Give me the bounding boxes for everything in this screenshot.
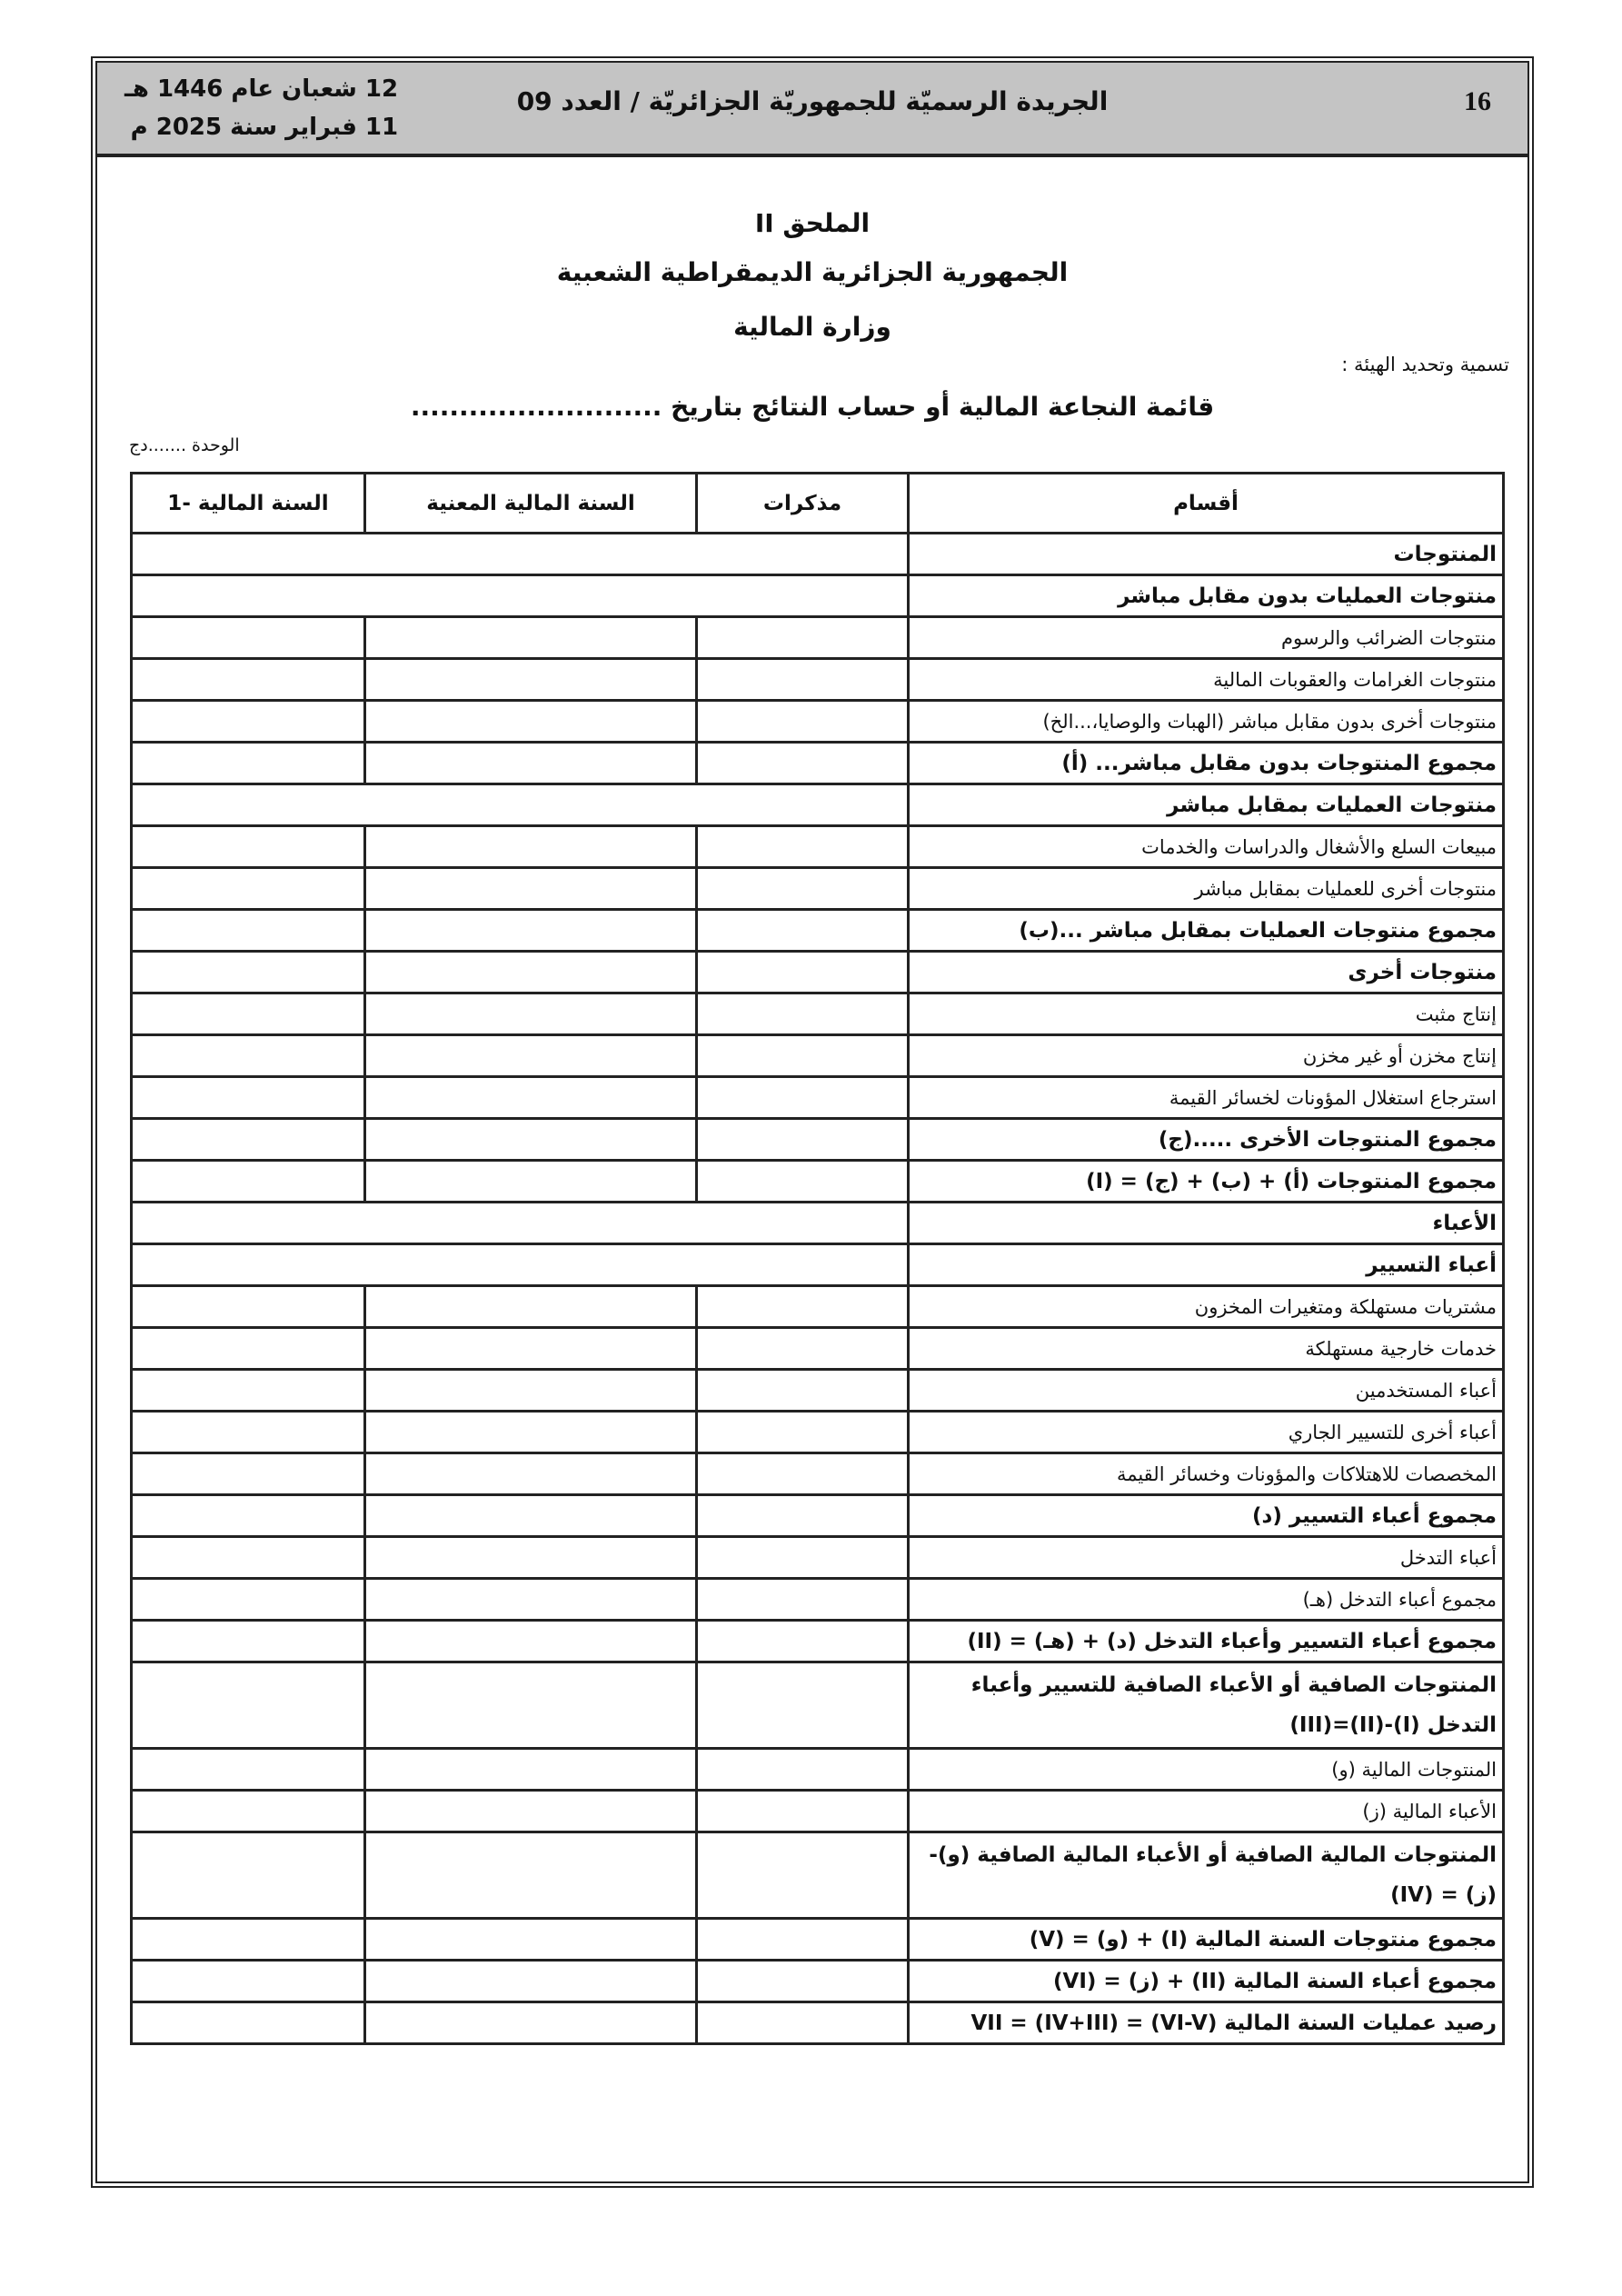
current-year-cell[interactable] xyxy=(365,1495,697,1537)
current-year-cell[interactable] xyxy=(365,659,697,701)
merged-value-cell[interactable] xyxy=(132,784,909,826)
merged-value-cell[interactable] xyxy=(132,534,909,575)
previous-year-cell[interactable] xyxy=(132,1035,365,1077)
table-row xyxy=(132,1537,1504,1579)
table-row xyxy=(132,1662,1504,1749)
table-row xyxy=(132,1621,1504,1662)
current-year-cell[interactable] xyxy=(365,1579,697,1621)
results-table xyxy=(130,472,1505,2045)
notes-cell[interactable] xyxy=(697,2002,909,2044)
previous-year-cell[interactable] xyxy=(132,659,365,701)
table-row xyxy=(132,784,1504,826)
current-year-cell[interactable] xyxy=(365,1621,697,1662)
row-label: مجموع المنتوجات بدون مقابل مباشر... (أ) xyxy=(909,743,1504,784)
column-header-sections: أقسام xyxy=(909,474,1504,534)
previous-year-cell[interactable] xyxy=(132,617,365,659)
notes-cell[interactable] xyxy=(697,1832,909,1919)
previous-year-cell[interactable] xyxy=(132,1161,365,1203)
table-row xyxy=(132,1749,1504,1791)
current-year-cell[interactable] xyxy=(365,1412,697,1453)
gazette-title: الجريدة الرسميّة للجمهوريّة الجزائريّة / العدد 09 xyxy=(516,86,1109,116)
row-label: المنتوجات الصافية أو الأعباء الصافية للتسيير وأعباء التدخل (I)-(II)=(III) xyxy=(909,1662,1504,1749)
previous-year-cell[interactable] xyxy=(132,1370,365,1412)
current-year-cell[interactable] xyxy=(365,617,697,659)
table-row xyxy=(132,2002,1504,2044)
row-label: مجموع أعباء التسيير (د) xyxy=(909,1495,1504,1537)
current-year-cell[interactable] xyxy=(365,743,697,784)
notes-cell[interactable] xyxy=(697,1791,909,1832)
previous-year-cell[interactable] xyxy=(132,993,365,1035)
table-row xyxy=(132,1495,1504,1537)
notes-cell[interactable] xyxy=(697,1579,909,1621)
previous-year-cell[interactable] xyxy=(132,1791,365,1832)
table-row xyxy=(132,1919,1504,1961)
gazette-header xyxy=(97,63,1527,157)
previous-year-cell[interactable] xyxy=(132,1749,365,1791)
current-year-cell[interactable] xyxy=(365,1749,697,1791)
previous-year-cell[interactable] xyxy=(132,952,365,993)
previous-year-cell[interactable] xyxy=(132,1453,365,1495)
current-year-cell[interactable] xyxy=(365,1537,697,1579)
current-year-cell[interactable] xyxy=(365,1961,697,2002)
previous-year-cell[interactable] xyxy=(132,1919,365,1961)
table-row xyxy=(132,617,1504,659)
previous-year-cell[interactable] xyxy=(132,1961,365,2002)
current-year-cell[interactable] xyxy=(365,1035,697,1077)
table-row xyxy=(132,1077,1504,1119)
table-row xyxy=(132,575,1504,617)
table-row xyxy=(132,1328,1504,1370)
issue-date xyxy=(124,70,398,146)
merged-value-cell[interactable] xyxy=(132,1244,909,1286)
row-label: مجموع أعباء السنة المالية (II) + (ز) = (VI) xyxy=(909,1961,1504,2002)
table-row xyxy=(132,1453,1504,1495)
notes-cell[interactable] xyxy=(697,1453,909,1495)
row-label: أعباء التسيير xyxy=(909,1244,1504,1286)
previous-year-cell[interactable] xyxy=(132,701,365,743)
page-frame xyxy=(91,56,1534,2188)
table-row xyxy=(132,1161,1504,1203)
current-year-cell[interactable] xyxy=(365,2002,697,2044)
notes-cell[interactable] xyxy=(697,1961,909,2002)
current-year-cell[interactable] xyxy=(365,1119,697,1161)
table-row xyxy=(132,910,1504,952)
current-year-cell[interactable] xyxy=(365,1832,697,1919)
table-row xyxy=(132,659,1504,701)
notes-cell[interactable] xyxy=(697,993,909,1035)
row-label: المنتوجات المالية الصافية أو الأعباء المالية الصافية (و)-(ز) = (IV) xyxy=(909,1832,1504,1919)
row-label: منتوجات العمليات بدون مقابل مباشر xyxy=(909,575,1504,617)
current-year-cell[interactable] xyxy=(365,1286,697,1328)
table-row xyxy=(132,1203,1504,1244)
table-row xyxy=(132,1244,1504,1286)
table-row xyxy=(132,1579,1504,1621)
previous-year-cell[interactable] xyxy=(132,910,365,952)
merged-value-cell[interactable] xyxy=(132,1203,909,1244)
previous-year-cell[interactable] xyxy=(132,1412,365,1453)
previous-year-cell[interactable] xyxy=(132,743,365,784)
notes-cell[interactable] xyxy=(697,1328,909,1370)
row-label: مجموع منتوجات السنة المالية (I) + (و) = (V) xyxy=(909,1919,1504,1961)
previous-year-cell[interactable] xyxy=(132,826,365,868)
notes-cell[interactable] xyxy=(697,743,909,784)
gregorian-date: 11 فبراير سنة 2025 م xyxy=(130,114,399,141)
row-label: مجموع منتوجات العمليات بمقابل مباشر ...(ب) xyxy=(909,910,1504,952)
row-label: منتوجات الضرائب والرسوم xyxy=(909,617,1504,659)
table-row xyxy=(132,868,1504,910)
row-label: منتوجات أخرى للعمليات بمقابل مباشر xyxy=(909,868,1504,910)
current-year-cell[interactable] xyxy=(365,868,697,910)
row-label: منتوجات العمليات بمقابل مباشر xyxy=(909,784,1504,826)
previous-year-cell[interactable] xyxy=(132,1286,365,1328)
row-label: منتوجات أخرى بدون مقابل مباشر (الهبات والوصايا،...الخ) xyxy=(909,701,1504,743)
row-label: رصيد عمليات السنة المالية VII = (IV+III) = (VI-V) xyxy=(909,2002,1504,2044)
table-row xyxy=(132,701,1504,743)
row-label: مجموع أعباء التدخل (هـ) xyxy=(909,1579,1504,1621)
row-label: منتوجات أخرى xyxy=(909,952,1504,993)
previous-year-cell[interactable] xyxy=(132,1662,365,1749)
current-year-cell[interactable] xyxy=(365,1328,697,1370)
republic-name: الجمهورية الجزائرية الديمقراطية الشعبية xyxy=(556,257,1069,287)
column-header-current-year: السنة المالية المعنية xyxy=(365,474,697,534)
row-label: منتوجات الغرامات والعقوبات المالية xyxy=(909,659,1504,701)
current-year-cell[interactable] xyxy=(365,1791,697,1832)
notes-cell[interactable] xyxy=(697,952,909,993)
current-year-cell[interactable] xyxy=(365,1919,697,1961)
previous-year-cell[interactable] xyxy=(132,868,365,910)
notes-cell[interactable] xyxy=(697,1370,909,1412)
table-row xyxy=(132,1035,1504,1077)
previous-year-cell[interactable] xyxy=(132,1832,365,1919)
column-header-previous-year: السنة المالية -1 xyxy=(132,474,365,534)
table-row xyxy=(132,952,1504,993)
row-label: مجموع المنتوجات الأخرى .....(ج) xyxy=(909,1119,1504,1161)
notes-cell[interactable] xyxy=(697,1119,909,1161)
notes-cell[interactable] xyxy=(697,1919,909,1961)
notes-cell[interactable] xyxy=(697,1621,909,1662)
row-label: مشتريات مستهلكة ومتغيرات المخزون xyxy=(909,1286,1504,1328)
current-year-cell[interactable] xyxy=(365,910,697,952)
notes-cell[interactable] xyxy=(697,1286,909,1328)
notes-cell[interactable] xyxy=(697,826,909,868)
notes-cell[interactable] xyxy=(697,701,909,743)
row-label: إنتاج مخزن أو غير مخزن xyxy=(909,1035,1504,1077)
notes-cell[interactable] xyxy=(697,659,909,701)
current-year-cell[interactable] xyxy=(365,1453,697,1495)
previous-year-cell[interactable] xyxy=(132,1537,365,1579)
ministry-name: وزارة المالية xyxy=(733,312,891,342)
row-label: أعباء المستخدمين xyxy=(909,1370,1504,1412)
current-year-cell[interactable] xyxy=(365,1370,697,1412)
table-row xyxy=(132,1119,1504,1161)
notes-cell[interactable] xyxy=(697,910,909,952)
table-row xyxy=(132,993,1504,1035)
notes-cell[interactable] xyxy=(697,1035,909,1077)
entity-label: تسمية وتحديد الهيئة : xyxy=(1341,354,1509,375)
row-label: أعباء أخرى للتسيير الجاري xyxy=(909,1412,1504,1453)
annex-title: الملحق II xyxy=(754,208,871,238)
table-row xyxy=(132,1832,1504,1919)
notes-cell[interactable] xyxy=(697,1749,909,1791)
table-row xyxy=(132,1961,1504,2002)
previous-year-cell[interactable] xyxy=(132,1579,365,1621)
row-label: أعباء التدخل xyxy=(909,1537,1504,1579)
table-row xyxy=(132,826,1504,868)
table-row xyxy=(132,743,1504,784)
row-label: خدمات خارجية مستهلكة xyxy=(909,1328,1504,1370)
current-year-cell[interactable] xyxy=(365,993,697,1035)
notes-cell[interactable] xyxy=(697,617,909,659)
row-label: الأعباء xyxy=(909,1203,1504,1244)
notes-cell[interactable] xyxy=(697,1077,909,1119)
current-year-cell[interactable] xyxy=(365,826,697,868)
page-number: 16 xyxy=(1464,86,1491,116)
notes-cell[interactable] xyxy=(697,1495,909,1537)
table-row xyxy=(132,534,1504,575)
table-row xyxy=(132,1370,1504,1412)
current-year-cell[interactable] xyxy=(365,952,697,993)
row-label: إنتاج مثبت xyxy=(909,993,1504,1035)
notes-cell[interactable] xyxy=(697,1412,909,1453)
row-label: المنتوجات المالية (و) xyxy=(909,1749,1504,1791)
previous-year-cell[interactable] xyxy=(132,2002,365,2044)
hijri-date: 12 شعبان عام 1446 هـ xyxy=(124,75,399,103)
previous-year-cell[interactable] xyxy=(132,1077,365,1119)
previous-year-cell[interactable] xyxy=(132,1119,365,1161)
current-year-cell[interactable] xyxy=(365,1662,697,1749)
row-label: استرجاع استغلال المؤونات لخسائر القيمة xyxy=(909,1077,1504,1119)
notes-cell[interactable] xyxy=(697,1537,909,1579)
table-header-row xyxy=(132,474,1504,534)
row-label: مجموع أعباء التسيير وأعباء التدخل (د) + (هـ) = (II) xyxy=(909,1621,1504,1662)
statement-title: قائمة النجاعة المالية أو حساب النتائج بتاريخ .......................... xyxy=(410,392,1215,422)
unit-label: الوحدة .......دج xyxy=(129,435,240,455)
notes-cell[interactable] xyxy=(697,1662,909,1749)
previous-year-cell[interactable] xyxy=(132,1495,365,1537)
table-row xyxy=(132,1286,1504,1328)
row-label: مبيعات السلع والأشغال والدراسات والخدمات xyxy=(909,826,1504,868)
row-label: الأعباء المالية (ز) xyxy=(909,1791,1504,1832)
column-header-notes: مذكرات xyxy=(697,474,909,534)
current-year-cell[interactable] xyxy=(365,1077,697,1119)
notes-cell[interactable] xyxy=(697,1161,909,1203)
previous-year-cell[interactable] xyxy=(132,1328,365,1370)
merged-value-cell[interactable] xyxy=(132,575,909,617)
table-row xyxy=(132,1791,1504,1832)
row-label: مجموع المنتوجات (أ) + (ب) + (ج) = (I) xyxy=(909,1161,1504,1203)
previous-year-cell[interactable] xyxy=(132,1621,365,1662)
table-row xyxy=(132,1412,1504,1453)
notes-cell[interactable] xyxy=(697,868,909,910)
current-year-cell[interactable] xyxy=(365,1161,697,1203)
row-label: المنتوجات xyxy=(909,534,1504,575)
row-label: المخصصات للاهتلاكات والمؤونات وخسائر القيمة xyxy=(909,1453,1504,1495)
current-year-cell[interactable] xyxy=(365,701,697,743)
